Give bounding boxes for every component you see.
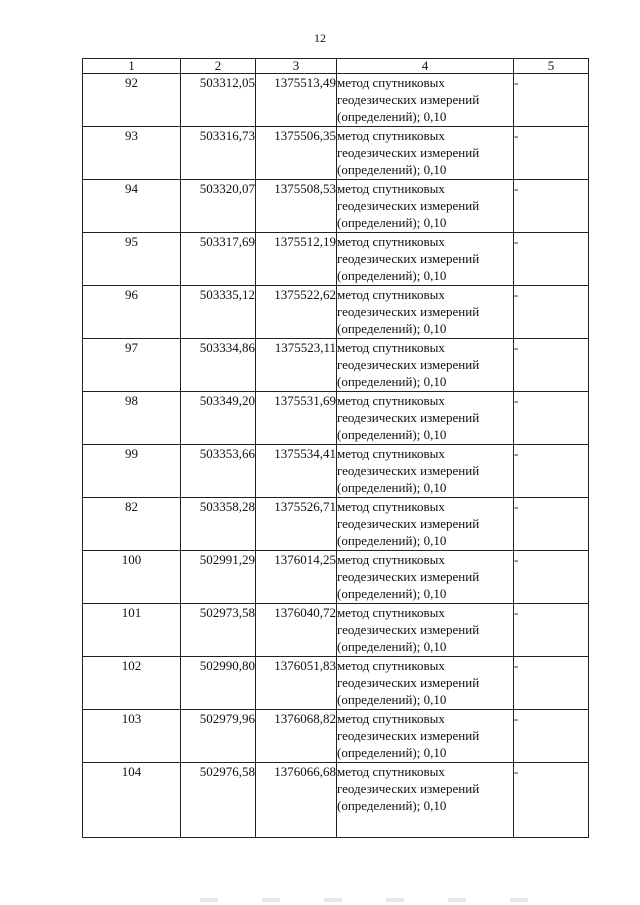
table-row xyxy=(83,710,589,763)
x-coordinate-cell: 503349,20 xyxy=(181,392,256,445)
note-cell: - xyxy=(514,763,589,838)
y-coordinate-cell: 1375526,71 xyxy=(256,498,337,551)
y-coordinate-cell: 1376051,83 xyxy=(256,657,337,710)
y-coordinate-cell: 1375506,35 xyxy=(256,127,337,180)
method-cell: метод спутниковых геодезических измерений (определений); 0,10 xyxy=(337,392,514,445)
point-number-cell: 102 xyxy=(83,657,181,710)
point-number-cell: 103 xyxy=(83,710,181,763)
method-cell: метод спутниковых геодезических измерений (определений); 0,10 xyxy=(337,74,514,127)
x-coordinate-cell: 502991,29 xyxy=(181,551,256,604)
table-header xyxy=(83,59,589,74)
x-coordinate-cell: 503320,07 xyxy=(181,180,256,233)
x-coordinate-cell: 503334,86 xyxy=(181,339,256,392)
note-cell: - xyxy=(514,551,589,604)
table-row xyxy=(83,339,589,392)
x-coordinate-cell: 503317,69 xyxy=(181,233,256,286)
table-row xyxy=(83,74,589,127)
method-cell: метод спутниковых геодезических измерений (определений); 0,10 xyxy=(337,710,514,763)
method-cell: метод спутниковых геодезических измерений (определений); 0,10 xyxy=(337,286,514,339)
note-cell: - xyxy=(514,233,589,286)
method-cell: метод спутниковых геодезических измерений (определений); 0,10 xyxy=(337,763,514,838)
method-cell: метод спутниковых геодезических измерений (определений); 0,10 xyxy=(337,445,514,498)
y-coordinate-cell: 1375512,19 xyxy=(256,233,337,286)
y-coordinate-cell: 1375508,53 xyxy=(256,180,337,233)
table-row xyxy=(83,763,589,838)
method-cell: метод спутниковых геодезических измерений (определений); 0,10 xyxy=(337,604,514,657)
method-cell: метод спутниковых геодезических измерений (определений); 0,10 xyxy=(337,339,514,392)
note-cell: - xyxy=(514,657,589,710)
x-coordinate-cell: 502973,58 xyxy=(181,604,256,657)
method-cell: метод спутниковых геодезических измерений (определений); 0,10 xyxy=(337,498,514,551)
header-col-2: 2 xyxy=(181,59,256,74)
method-cell: метод спутниковых геодезических измерений (определений); 0,10 xyxy=(337,551,514,604)
x-coordinate-cell: 503358,28 xyxy=(181,498,256,551)
table-row xyxy=(83,445,589,498)
point-number-cell: 98 xyxy=(83,392,181,445)
y-coordinate-cell: 1375522,62 xyxy=(256,286,337,339)
header-col-5: 5 xyxy=(514,59,589,74)
x-coordinate-cell: 502976,58 xyxy=(181,763,256,838)
note-cell: - xyxy=(514,604,589,657)
note-cell: - xyxy=(514,286,589,339)
y-coordinate-cell: 1376068,82 xyxy=(256,710,337,763)
scan-artifact xyxy=(200,898,530,902)
x-coordinate-cell: 502979,96 xyxy=(181,710,256,763)
y-coordinate-cell: 1376014,25 xyxy=(256,551,337,604)
point-number-cell: 104 xyxy=(83,763,181,838)
x-coordinate-cell: 503353,66 xyxy=(181,445,256,498)
table-row xyxy=(83,551,589,604)
point-number-cell: 97 xyxy=(83,339,181,392)
note-cell: - xyxy=(514,127,589,180)
header-col-4: 4 xyxy=(337,59,514,74)
method-cell: метод спутниковых геодезических измерений (определений); 0,10 xyxy=(337,233,514,286)
table-body xyxy=(83,74,589,838)
header-col-1: 1 xyxy=(83,59,181,74)
point-number-cell: 82 xyxy=(83,498,181,551)
page-number: 12 xyxy=(314,31,326,45)
table-row xyxy=(83,498,589,551)
table-row xyxy=(83,657,589,710)
note-cell: - xyxy=(514,710,589,763)
point-number-cell: 95 xyxy=(83,233,181,286)
point-number-cell: 100 xyxy=(83,551,181,604)
y-coordinate-cell: 1375513,49 xyxy=(256,74,337,127)
note-cell: - xyxy=(514,392,589,445)
header-row xyxy=(83,59,589,74)
method-cell: метод спутниковых геодезических измерений (определений); 0,10 xyxy=(337,180,514,233)
note-cell: - xyxy=(514,339,589,392)
y-coordinate-cell: 1376066,68 xyxy=(256,763,337,838)
y-coordinate-cell: 1375523,11 xyxy=(256,339,337,392)
point-number-cell: 93 xyxy=(83,127,181,180)
method-cell: метод спутниковых геодезических измерений (определений); 0,10 xyxy=(337,657,514,710)
point-number-cell: 92 xyxy=(83,74,181,127)
header-col-3: 3 xyxy=(256,59,337,74)
y-coordinate-cell: 1375534,41 xyxy=(256,445,337,498)
x-coordinate-cell: 503335,12 xyxy=(181,286,256,339)
coordinates-table xyxy=(82,58,589,838)
point-number-cell: 99 xyxy=(83,445,181,498)
table-row xyxy=(83,180,589,233)
table-row xyxy=(83,604,589,657)
note-cell: - xyxy=(514,180,589,233)
x-coordinate-cell: 503316,73 xyxy=(181,127,256,180)
table-row xyxy=(83,127,589,180)
x-coordinate-cell: 502990,80 xyxy=(181,657,256,710)
table-row xyxy=(83,233,589,286)
note-cell: - xyxy=(514,445,589,498)
x-coordinate-cell: 503312,05 xyxy=(181,74,256,127)
table-row xyxy=(83,392,589,445)
note-cell: - xyxy=(514,74,589,127)
point-number-cell: 94 xyxy=(83,180,181,233)
y-coordinate-cell: 1376040,72 xyxy=(256,604,337,657)
table-row xyxy=(83,286,589,339)
y-coordinate-cell: 1375531,69 xyxy=(256,392,337,445)
method-cell: метод спутниковых геодезических измерений (определений); 0,10 xyxy=(337,127,514,180)
point-number-cell: 101 xyxy=(83,604,181,657)
note-cell: - xyxy=(514,498,589,551)
point-number-cell: 96 xyxy=(83,286,181,339)
